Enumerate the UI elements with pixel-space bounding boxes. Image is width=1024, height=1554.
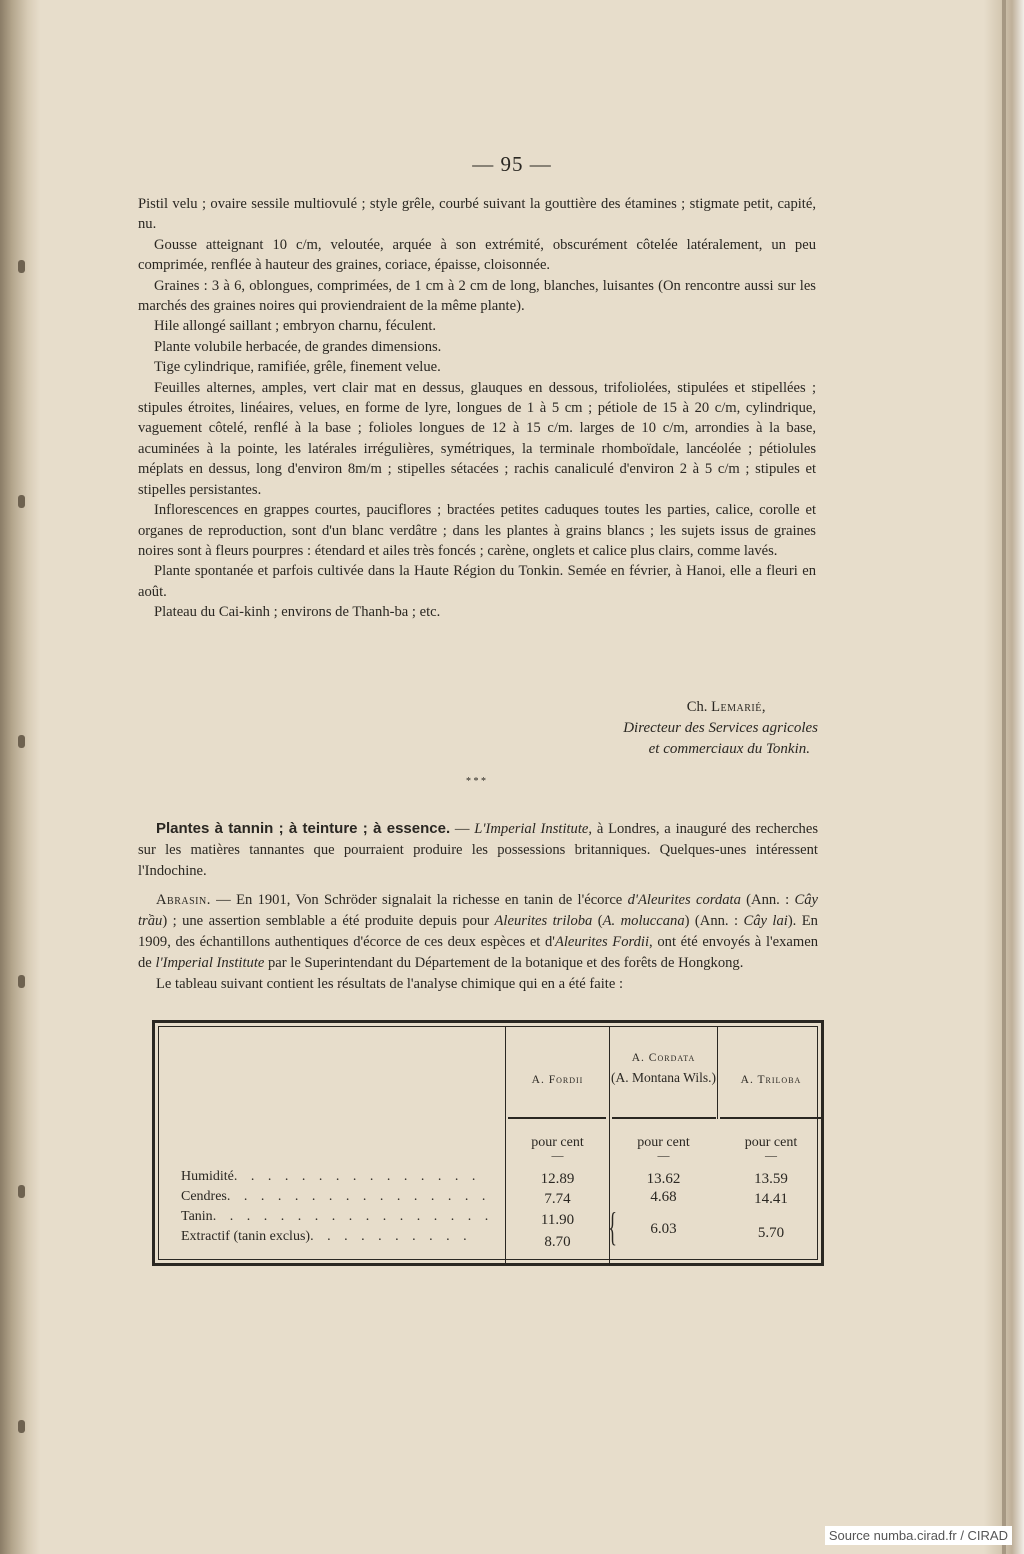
table-cell: 12.89 bbox=[540, 1171, 575, 1187]
binding-hole bbox=[18, 1420, 25, 1433]
unit-label: pour cent — bbox=[744, 1135, 798, 1162]
tannin-section: Plantes à tannin ; à teinture ; à essence. — L'Imperial Institute, à Londres, a inauguré des recherches sur les matières tannantes que pourraient produire les possessions britanniques. Quelques-unes intéressent l'Indochine. Abrasin. — En 1901, Von Schröder signalait la richesse en tanin de l'écorce d'Aleurites cordata (Ann. : Cây trầu) ; une assertion semblable a été produite depuis pour Aleurites triloba (A. moluccana) (Ann. : Cây lai). En 1909, des échantillons authentiques d'écorce de ces deux espèces et d'Aleurites Fordii, ont été envoyés à l'examen de l'Imperial Institute par le Superintendant du Département de la botanique et des forêts de Hongkong. Le tableau suivant contient les résultats de l'analyse chimique qui en a été faite : bbox=[138, 818, 818, 995]
plant-description bbox=[138, 194, 816, 623]
column-header: A. Fordii bbox=[531, 1074, 584, 1086]
paragraph: Plante spontanée et parfois cultivée dans la Haute Région du Tonkin. Semée en février, à Hanoi, elle a fleuri en août. bbox=[138, 563, 816, 600]
paragraph: Hile allongé saillant ; embryon charnu, féculent. bbox=[154, 318, 437, 335]
column-header: A. Triloba bbox=[740, 1074, 802, 1086]
table-cell: 11.90 bbox=[540, 1212, 575, 1228]
author-name: Ch. Lemarié, bbox=[686, 699, 766, 715]
author-title: Directeur des Services agricoles bbox=[623, 720, 818, 736]
table-cell: 6.03 bbox=[650, 1221, 677, 1237]
binding-hole bbox=[18, 260, 25, 273]
unit-label: pour cent — bbox=[531, 1135, 584, 1162]
source-credit: Source numba.cirad.fr / CIRAD bbox=[825, 1526, 1012, 1545]
table-intro: Le tableau suivant contient les résultats de l'analyse chimique qui en a été faite : bbox=[156, 976, 624, 992]
paragraph: Graines : 3 à 6, oblongues, comprimées, de 1 cm à 2 cm de long, blanches, luisantes (On rencontre aussi sur les marchés des graines noires qui proviendraient de la même plante). bbox=[138, 277, 816, 315]
binding-hole bbox=[18, 1185, 25, 1198]
paragraph: Tige cylindrique, ramifiée, grêle, finement velue. bbox=[154, 359, 441, 376]
unit-label: pour cent — bbox=[637, 1135, 690, 1162]
brace-glyph: { bbox=[608, 1204, 617, 1249]
analysis-table bbox=[152, 1020, 824, 1266]
paragraph: Feuilles alternes, amples, vert clair mat en dessus, glauques en dessous, trifoliolées, stipulées et stipellées ; stipules étroites, linéaires, velues, en forme de lyre, longues de 1 à 5 cm ; pétiole de 15 à 20 c/m, cylindrique, vaguement côtelé, renflé à la base ; folioles longues de 12 à 15 c/m. larges de 10 c/m, arrondies à la base, acuminées à la pointe, les latérales irrégulières, symétriques, la terminale rhomboïdale, lancéolée ; pétiolules méplats en dessus, long d'environ 8m/m ; stipelles sétacées ; rachis canaliculé d'environ 2 à 5 c/m ; stipules et stipelles persistantes. bbox=[138, 379, 816, 498]
signature-block bbox=[480, 697, 818, 760]
abrasin-label: Abrasin. bbox=[156, 892, 211, 908]
paragraph: Plateau du Cai-kinh ; environs de Thanh-ba ; etc. bbox=[154, 604, 441, 621]
table-cell: 8.70 bbox=[544, 1234, 571, 1250]
row-label: Cendres. . . . . . . . . . . . . . . . bbox=[181, 1189, 491, 1204]
paragraph: Inflorescences en grappes courtes, pauciflores ; bractées petites caduques toutes les parties, calice, corolle et organes de reproduction, sont d'un blanc verdâtre ; dans les plantes à grains blancs ; les sujets issus de graines noires sont à fleurs pourpres : étendard et ailes très foncés ; carène, onglets et calice plus clairs, comme lavés. bbox=[138, 502, 816, 559]
asterism-divider: * * * bbox=[466, 776, 486, 787]
column-header: A. Cordata (A. Montana Wils.) bbox=[611, 1052, 716, 1085]
table-cell: 14.41 bbox=[754, 1191, 788, 1207]
row-label: Humidité. . . . . . . . . . . . . . . bbox=[181, 1169, 481, 1184]
paragraph: Plante volubile herbacée, de grandes dimensions. bbox=[154, 338, 442, 355]
page-edge bbox=[984, 0, 1024, 1554]
table-cell: 5.70 bbox=[757, 1225, 785, 1241]
binding-hole bbox=[18, 735, 25, 748]
section-heading: Plantes à tannin ; à teinture ; à essence. bbox=[156, 820, 451, 837]
paragraph: Pistil velu ; ovaire sessile multiovulé ; style grêle, courbé suivant la gouttière des étamines ; stigmate petit, capité, nu. bbox=[138, 196, 816, 233]
binding-hole bbox=[18, 975, 25, 988]
page-number: — 95 — bbox=[472, 152, 552, 176]
paragraph: Gousse atteignant 10 c/m, veloutée, arquée à son extrémité, obscurément côtelée latéralement, un peu comprimée, renflée à hauteur des graines, coriace, épaisse, cloisonnée. bbox=[138, 236, 816, 274]
row-label: Tanin. . . . . . . . . . . . . . . . . bbox=[181, 1209, 494, 1224]
author-title: et commerciaux du Tonkin. bbox=[648, 741, 810, 757]
binding-hole bbox=[18, 495, 25, 508]
table-cell: 4.68 bbox=[650, 1189, 677, 1205]
table-cell: 13.62 bbox=[646, 1171, 681, 1187]
row-label: Extractif (tanin exclus). . . . . . . . . . bbox=[181, 1229, 472, 1244]
table-cell: 7.74 bbox=[544, 1191, 571, 1207]
binding-shadow bbox=[0, 0, 40, 1554]
table-cell: 13.59 bbox=[754, 1171, 788, 1187]
